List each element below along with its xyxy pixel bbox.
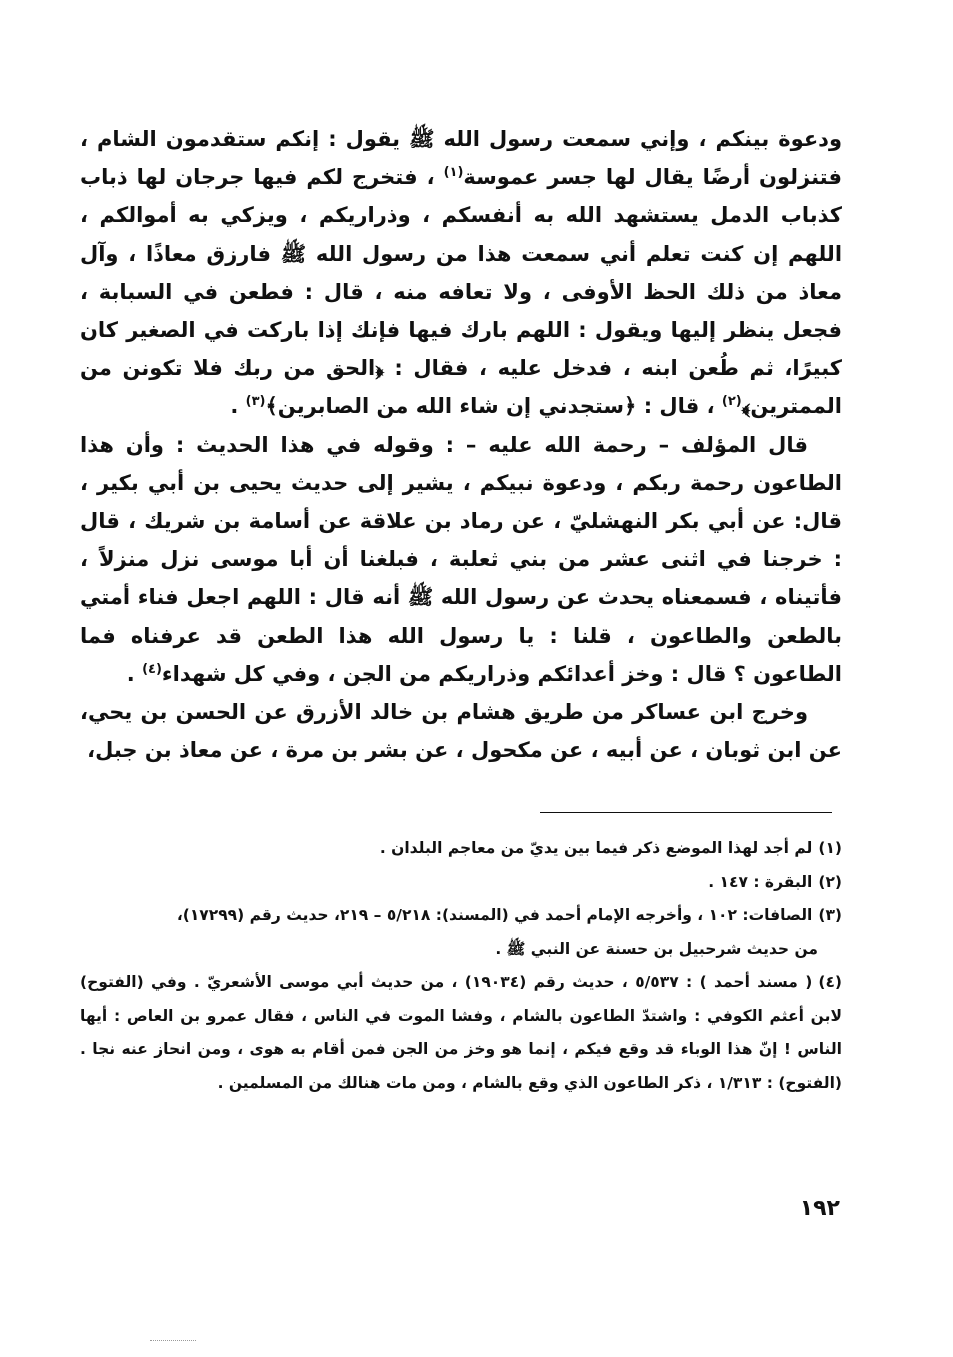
text-line: كنت تعلم أني سمعت هذا من رسول الله ﷺ فارزق معاذًا ، وآل معاذ من ذلك: [80, 241, 843, 304]
footnote-text: البقرة : ١٤٧ .: [708, 872, 813, 891]
scan-artifact: [150, 1340, 196, 1341]
footnote-text: الصافات: ١٠٢ ، وأخرجه الإمام أحمد في (المسند): ٥/٢١٨ – ٢١٩، حديث رقم (١٧٢٩٩)،: [176, 906, 813, 924]
text-line: ودعوة بينكم ، وإني سمعت رسول الله ﷺ يقول : إنكم ستقدمون الشام ،: [80, 127, 842, 151]
footnote-continuation: من حديث شرحبيل بن حسنة عن النبي ﷺ .: [495, 939, 818, 958]
paragraph-2: [80, 426, 842, 693]
text-line: فدخل عليه ، فقال : ﴿الحق من ربك فلا تكونن من الممترين﴾: [80, 356, 842, 419]
footnote-number: (١): [818, 839, 842, 857]
footnote-ref: (٢): [721, 394, 742, 410]
footnote-text: ( مسند أحمد ) : ٥/٥٣٧ ، حديث رقم (١٩٠٣٤) ، من حديث أبي موسى الأشعريّ . وفي (الفتوح) لابن أعثم الكوفي : واشتدّ الطاعون بالشام ، وفشا الموت في الناس ، فقال عمرو بن العاص : أيها الناس ! إنّ هذا الوباء قد وقع فيكم ، إنما هو وخز من الجن فمن أقام به هوى ، ومن انحاز عنه نجا . (الفتوح) : ١/٣١٣ ، ذكر الطاعون الذي وقع بالشام ، ومن مات هنالك من المسلمين .: [80, 973, 842, 1092]
page-number: ١٩٢: [799, 1196, 840, 1221]
footnotes: [80, 832, 842, 1100]
footnote-number: (٤): [818, 973, 842, 991]
footnote-3: [80, 899, 842, 966]
quran-quote: ﴿ستجدني إن شاء الله من الصابرين﴾: [265, 394, 637, 419]
text-line: ، قال :: [643, 394, 722, 419]
footnote-number: (٣): [818, 906, 842, 924]
footnote-ref: (١): [443, 165, 464, 181]
footnote-ref: (٤): [142, 661, 162, 677]
footnote-4: [80, 966, 842, 1100]
footnote-divider: [540, 812, 832, 813]
paragraph-end: .: [126, 661, 143, 686]
paragraph-1: [80, 120, 842, 426]
footnote-ref: (٣): [245, 394, 266, 410]
paragraph-3: وخرج ابن عساكر من طريق هشام بن خالد الأزرق عن الحسن بن يحي، عن ابن ثوبان ، عن أبيه ، عن مكحول ، عن بشر بن مرة ، عن معاذ بن جبل،: [80, 700, 842, 763]
text-line: كذباب الدمل يستشهد الله به أنفسكم ، وذراريكم ، ويزكي به أموالكم ، اللهم إن: [80, 203, 843, 266]
footnote-number: (٢): [818, 872, 842, 891]
footnote-2: [80, 866, 842, 900]
main-text: [80, 120, 842, 769]
text-line: الحظ الأوفى ، ولا تعافه منه ، قال : فطعن في السبابة ، فجعل ينظر إليها: [80, 279, 842, 343]
paragraph-text: قال المؤلف – رحمة الله عليه – : وقوله في هذا الحديث : وأن هذا الطاعون رحمة ربكم ، ودعوة نبيكم ، يشير إلى حديث يحيى بن أبي بكير ، قال: عن أبي بكر النهشليّ ، عن رماد بن علاقة عن أسامة بن شريك ، قال : خرجنا في اثنى عشر من بني ثعلبة ، فبلغنا أن أبا موسى نزل منزلاً ، فأتيناه ، فسمعناه يحدث عن رسول الله ﷺ أنه قال : اللهم اجعل فناء أمتي بالطعن والطاعون ، قلنا : يا رسول الله هذا الطعن قد عرفناه فما الطاعون ؟ قال : وخز أعدائكم وذراريكم من الجن ، وفي كل شهداء: [80, 432, 842, 686]
text-line: .: [230, 394, 246, 419]
footnote-1: [80, 832, 842, 866]
text-line: فتنزلون أرضًا يقال لها جسر عموسة: [463, 165, 842, 190]
text-line: ويقول : اللهم بارك فيها فإنك إذا باركت في الصغير كان كبيرًا، ثم طُعن ابنه ،: [80, 318, 843, 381]
text-line: ، فتخرج لكم فيها جرجان لها ذباب: [80, 165, 444, 190]
footnote-text: لم أجد لهذا الموضع ذكر فيما بين يديّ من معاجم البلدان .: [379, 839, 813, 857]
